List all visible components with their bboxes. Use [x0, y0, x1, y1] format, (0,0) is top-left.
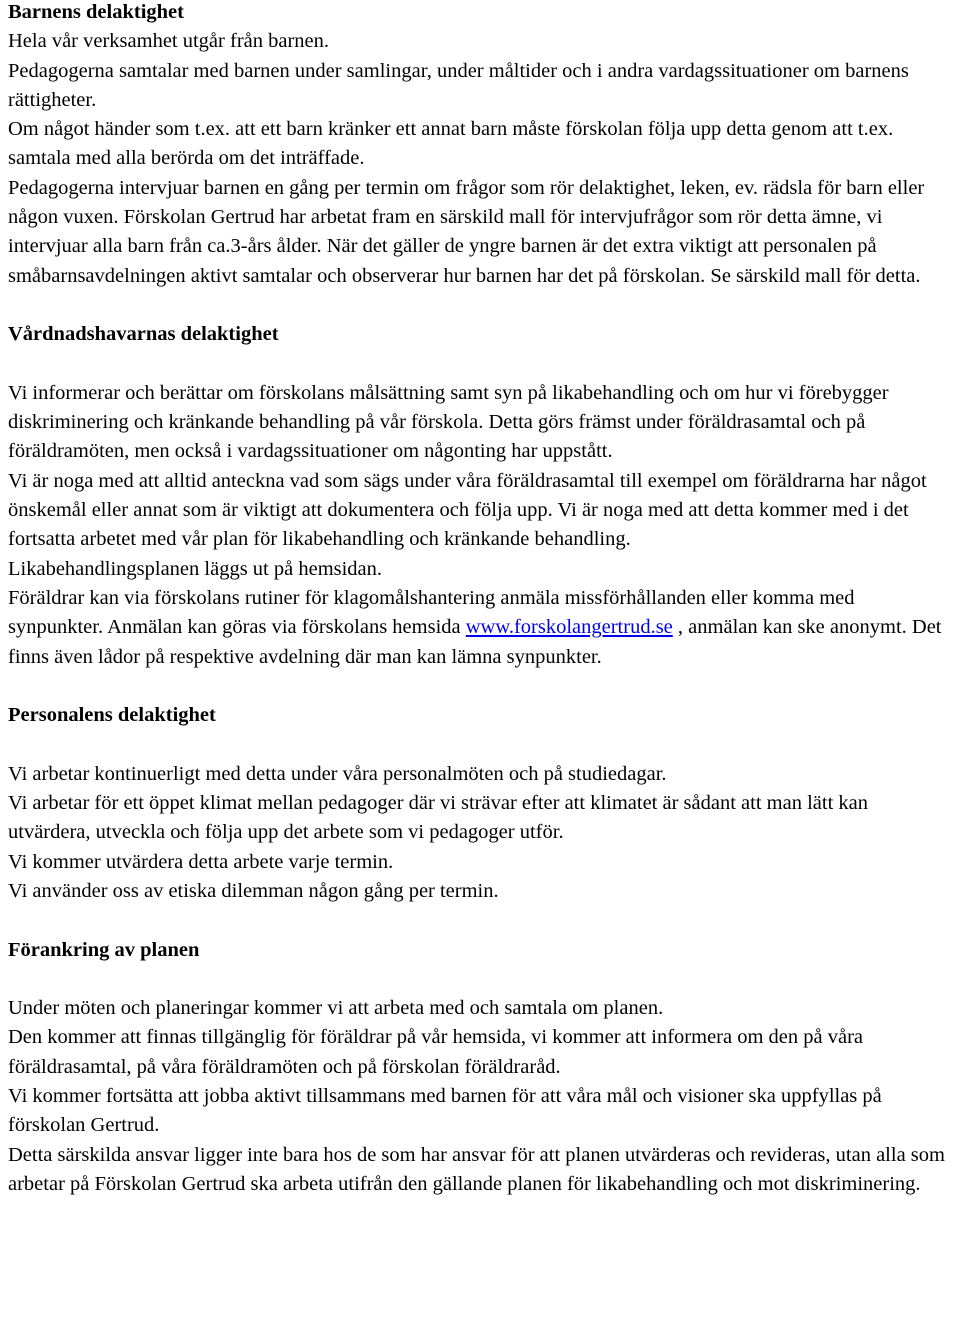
spacer — [8, 672, 952, 701]
paragraph — [8, 584, 952, 672]
section-barnens-delaktighet — [8, 0, 952, 291]
paragraph: Pedagogerna samtalar med barnen under samlingar, under måltider och i andra vardagssituationer om barnens rättigheter. — [8, 59, 909, 111]
paragraph: Vi arbetar kontinuerligt med detta under våra personalmöten och på studiedagar. — [8, 762, 667, 785]
section-vardnadshavarnas-delaktighet — [8, 320, 952, 672]
spacer — [8, 350, 952, 379]
spacer — [8, 906, 952, 935]
paragraph: Under möten och planeringar kommer vi att arbeta med och samtala om planen. — [8, 997, 664, 1020]
section-forankring-av-planen — [8, 936, 952, 1200]
website-link[interactable]: www.forskolangertrud.se — [465, 616, 673, 639]
spacer — [8, 965, 952, 994]
spacer — [8, 730, 952, 759]
section-heading: Barnens delaktighet — [8, 1, 184, 23]
paragraph: Om något händer som t.ex. att ett barn kränker ett annat barn måste förskolan följa upp detta genom att t.ex. samtala med alla berörda om det inträffade. — [8, 118, 894, 170]
paragraph-text: Föräldrar kan via förskolans rutiner för klagomålshantering anmäla missförhållanden eller komma med synpunkter. Anmälan kan göras via förskolans hemsida — [8, 586, 855, 639]
section-heading: Förankring av planen — [8, 938, 200, 961]
paragraph: Vi är noga med att alltid anteckna vad som sägs under våra föräldrasamtal till exempel om föräldrarna har något önskemål eller annat som är viktigt att dokumentera och följa upp. Vi är noga med att detta kommer med i det fortsatta arbetet med vår plan för likabehandling och kränkande behandling. — [8, 469, 927, 551]
section-heading: Vårdnadshavarnas delaktighet — [8, 323, 279, 346]
paragraph-text: , anmälan kan ske anonymt. Det finns även lådor på respektive avdelning där man kan lämna synpunkter. — [8, 616, 942, 668]
spacer — [8, 291, 952, 320]
section-heading: Personalens delaktighet — [8, 704, 216, 727]
paragraph: Vi arbetar för ett öppet klimat mellan pedagoger där vi strävar efter att klimatet är sådant att man lätt kan utvärdera, utveckla och följa upp det arbete som vi pedagoger utför. — [8, 792, 868, 844]
paragraph: Detta särskilda ansvar ligger inte bara hos de som har ansvar för att planen utvärderas och revideras, utan alla som arbetar på Förskolan Gertrud ska arbeta utifrån den gällande planen för likabehandling och mot diskriminering. — [8, 1143, 945, 1195]
paragraph: Vi använder oss av etiska dilemman någon gång per termin. — [8, 879, 499, 902]
paragraph: Pedagogerna intervjuar barnen en gång per termin om frågor som rör delaktighet, leken, ev. rädsla för barn eller någon vuxen. Förskolan Gertrud har arbetat fram en särskild mall för intervjufrågor som rör detta ämne, vi intervjuar alla barn från ca.3-års ålder. När det gäller de yngre barnen är det extra viktigt att personalen på småbarnsavdelningen aktivt samtalar och observerar hur barnen har det på förskolan. Se särskild mall för detta. — [8, 176, 925, 287]
paragraph: Den kommer att finnas tillgänglig för föräldrar på vår hemsida, vi kommer att informera om den på våra föräldrasamtal, på våra föräldramöten och på förskolan föräldraråd. — [8, 1026, 864, 1078]
paragraph: Likabehandlingsplanen läggs ut på hemsidan. — [8, 557, 383, 580]
paragraph: Vi informerar och berättar om förskolans målsättning samt syn på likabehandling och om hur vi förebygger diskriminering och kränkande behandling på vår förskola. Detta görs främst under föräldrasamtal och på föräldramöten, men också i vardagssituationer om någonting har uppstått. — [8, 381, 889, 463]
paragraph: Vi kommer fortsätta att jobba aktivt tillsammans med barnen för att våra mål och visioner ska uppfyllas på förskolan Gertrud. — [8, 1084, 882, 1137]
section-personalens-delaktighet — [8, 701, 952, 906]
paragraph: Vi kommer utvärdera detta arbete varje termin. — [8, 850, 394, 873]
paragraph: Hela vår verksamhet utgår från barnen. — [8, 30, 330, 53]
